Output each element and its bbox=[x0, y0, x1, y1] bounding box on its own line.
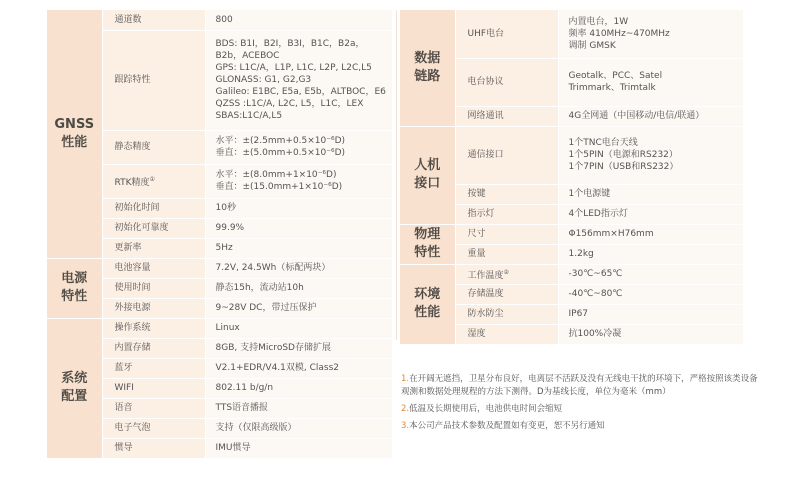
spec-label: 工作温度② bbox=[455, 264, 558, 284]
spec-label: RTK精度① bbox=[102, 164, 205, 198]
category-label: 系统 配置 bbox=[47, 318, 102, 458]
spec-value: 99.9% bbox=[205, 218, 392, 238]
spec-value: TTS语音播报 bbox=[205, 398, 392, 418]
spec-label: 尺寸 bbox=[455, 224, 558, 244]
footnote-item bbox=[401, 373, 761, 399]
footnote-item bbox=[401, 420, 761, 433]
footnote-item bbox=[401, 403, 761, 416]
spec-label: 跟踪特性 bbox=[102, 30, 205, 130]
category-label: 数据 链路 bbox=[400, 10, 455, 126]
spec-label: 电池容量 bbox=[102, 258, 205, 278]
spec-label: 防水防尘 bbox=[455, 304, 558, 324]
spec-value: 支持（仅限高级版） bbox=[205, 418, 392, 438]
spec-label: 指示灯 bbox=[455, 204, 558, 224]
category-label: 物理 特性 bbox=[400, 224, 455, 264]
spec-value: 内置电台，1W 频率 410MHz~470MHz 调制 GMSK bbox=[558, 10, 743, 58]
spec-row bbox=[400, 126, 743, 184]
spec-value: 水平：±(2.5mm+0.5×10⁻⁶D) 垂直：±(5.0mm+0.5×10⁻⁶D) bbox=[205, 130, 392, 164]
spec-label: 更新率 bbox=[102, 238, 205, 258]
spec-value: 抗100%冷凝 bbox=[558, 324, 743, 344]
spec-row bbox=[400, 10, 743, 58]
category-label: 环境 性能 bbox=[400, 264, 455, 344]
footnotes bbox=[401, 373, 761, 437]
spec-row bbox=[400, 264, 743, 284]
spec-value: -30℃~65℃ bbox=[558, 264, 743, 284]
spec-label: 网络通讯 bbox=[455, 106, 558, 126]
left-spec-table bbox=[47, 10, 393, 459]
spec-label: 内置存储 bbox=[102, 338, 205, 358]
column-divider bbox=[396, 10, 397, 340]
spec-value: IMU惯导 bbox=[205, 438, 392, 458]
spec-label: 初始化可靠度 bbox=[102, 218, 205, 238]
spec-value: 水平：±(8.0mm+1×10⁻⁶D) 垂直：±(15.0mm+1×10⁻⁶D) bbox=[205, 164, 392, 198]
spec-value: 1个TNC电台天线 1个5PIN（电源和RS232） 1个7PIN（USB和RS232） bbox=[558, 126, 743, 184]
spec-label: 静态精度 bbox=[102, 130, 205, 164]
spec-label: 使用时间 bbox=[102, 278, 205, 298]
spec-value: 4个LED指示灯 bbox=[558, 204, 743, 224]
footnote-number: 1. bbox=[401, 374, 410, 384]
spec-value: 8GB, 支持MicroSD存储扩展 bbox=[205, 338, 392, 358]
spec-label: 存储温度 bbox=[455, 284, 558, 304]
footnote-number: 3. bbox=[401, 421, 410, 431]
spec-label: 按键 bbox=[455, 184, 558, 204]
spec-value: 7.2V, 24.5Wh（标配两块） bbox=[205, 258, 392, 278]
spec-label: 重量 bbox=[455, 244, 558, 264]
spec-value: 4G全网通（中国移动/电信/联通） bbox=[558, 106, 743, 126]
category-label: 人机 接口 bbox=[400, 126, 455, 224]
spec-row bbox=[47, 10, 392, 30]
spec-value: 静态15h，流动站10h bbox=[205, 278, 392, 298]
footnote-marker: ② bbox=[503, 268, 509, 276]
category-label: GNSS 性能 bbox=[47, 10, 102, 258]
right-spec-table bbox=[400, 10, 744, 345]
spec-label: 惯导 bbox=[102, 438, 205, 458]
spec-value: 1.2kg bbox=[558, 244, 743, 264]
spec-value: Φ156mm×H76mm bbox=[558, 224, 743, 244]
footnote-text: 低温及长期使用后，电池供电时间会缩短 bbox=[409, 404, 563, 414]
spec-row bbox=[47, 318, 392, 338]
spec-label: UHF电台 bbox=[455, 10, 558, 58]
footnote-text: 在开阔无遮挡，卫星分布良好，电离层不活跃及没有无线电干扰的环境下，严格按照该类设备观测和数据处理规程的方法下测得。D为基线长度，单位为毫米（mm） bbox=[401, 374, 758, 397]
footnote-marker: ① bbox=[149, 175, 155, 183]
spec-value: 9~28V DC，带过压保护 bbox=[205, 298, 392, 318]
spec-value: 5Hz bbox=[205, 238, 392, 258]
spec-label: 电台协议 bbox=[455, 58, 558, 106]
spec-label: 语音 bbox=[102, 398, 205, 418]
spec-label: 外接电源 bbox=[102, 298, 205, 318]
spec-value: BDS: B1I，B2I，B3I，B1C，B2a， B2b，ACEBOC GPS: L1C/A，L1P, L1C, L2P, L2C,L5 GLONASS: G1, G2,G3 Galileo: E1BC, E5a, E5b，ALTBOC，E6 QZSS :L1C/A, L2C, L5，L1C，LEX SBAS:L1C/A,L5 bbox=[205, 30, 392, 130]
spec-value: V2.1+EDR/V4.1双模, Class2 bbox=[205, 358, 392, 378]
spec-value: IP67 bbox=[558, 304, 743, 324]
footnote-text: 本公司产品技术参数及配置如有变更，恕不另行通知 bbox=[409, 421, 605, 431]
spec-value: Linux bbox=[205, 318, 392, 338]
spec-label: 湿度 bbox=[455, 324, 558, 344]
spec-label: 蓝牙 bbox=[102, 358, 205, 378]
spec-value: 1个电源键 bbox=[558, 184, 743, 204]
spec-value: Geotalk、PCC、Satel Trimmark、Trimtalk bbox=[558, 58, 743, 106]
spec-row bbox=[47, 258, 392, 278]
spec-label: WIFI bbox=[102, 378, 205, 398]
spec-label: 电子气泡 bbox=[102, 418, 205, 438]
spec-value: 10秒 bbox=[205, 198, 392, 218]
spec-label: 操作系统 bbox=[102, 318, 205, 338]
spec-label: 初始化时间 bbox=[102, 198, 205, 218]
category-label: 电源 特性 bbox=[47, 258, 102, 318]
spec-label: 通道数 bbox=[102, 10, 205, 30]
spec-row bbox=[400, 224, 743, 244]
spec-value: -40℃~80℃ bbox=[558, 284, 743, 304]
spec-value: 800 bbox=[205, 10, 392, 30]
spec-label: 通信接口 bbox=[455, 126, 558, 184]
footnote-number: 2. bbox=[401, 404, 410, 414]
spec-value: 802.11 b/g/n bbox=[205, 378, 392, 398]
